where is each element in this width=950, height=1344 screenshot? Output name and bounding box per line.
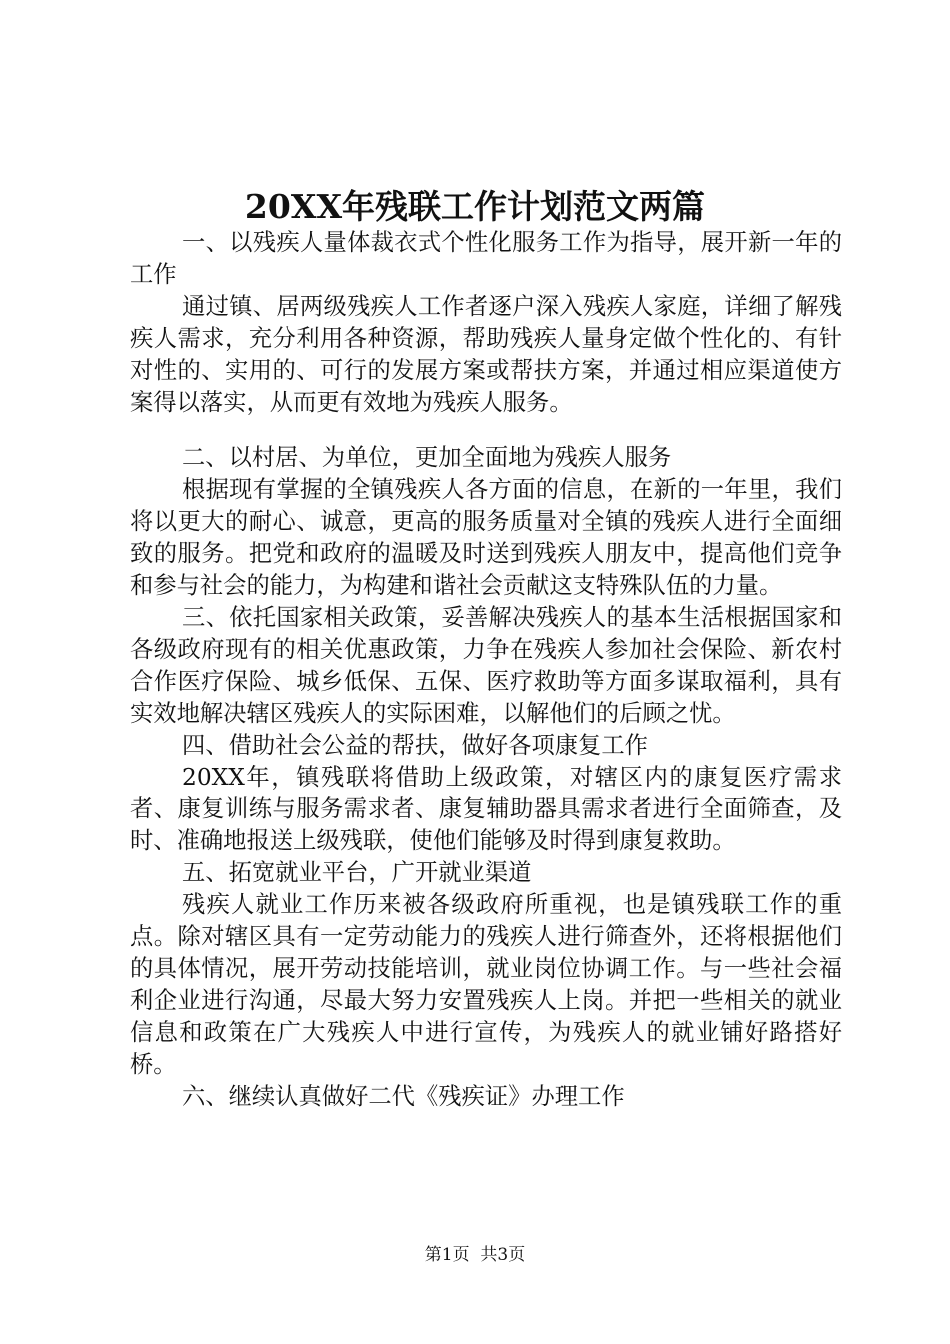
section-paragraph-4: 20XX年，镇残联将借助上级政策，对辖区内的康复医疗需求者、康复训练与服务需求者、康复辅助器具需求者进行全面筛查，及时、准确地报送上级残联，使他们能够及时得到康复救助。 [130, 763, 842, 855]
document-body [130, 227, 842, 1112]
section-paragraph-2: 根据现有掌握的全镇残疾人各方面的信息，在新的一年里，我们将以更大的耐心、诚意，更高的服务质量对全镇的残疾人进行全面细致的服务。把党和政府的温暖及时送到残疾人朋友中，提高他们竞争和参与社会的能力，为构建和谐社会贡献这支特殊队伍的力量。 [130, 476, 842, 600]
section-paragraph-1: 通过镇、居两级残疾人工作者逐户深入残疾人家庭，详细了解残疾人需求，充分利用各种资源，帮助残疾人量身定做个性化的、有针对性的、实用的、可行的发展方案或帮扶方案，并通过相应渠道使方案得以落实，从而更有效地为残疾人服务。 [130, 292, 842, 416]
page-number-footer: 第1页 共3页 [424, 1245, 526, 1265]
document-title: 20XX年残联工作计划范文两篇 [244, 187, 706, 226]
section-heading-4: 四、借助社会公益的帮扶，做好各项康复工作 [182, 731, 648, 759]
section-heading-2: 二、以村居、为单位，更加全面地为残疾人服务 [182, 444, 672, 472]
section-paragraph-5: 残疾人就业工作历来被各级政府所重视，也是镇残联工作的重点。除对辖区具有一定劳动能力的残疾人进行筛查外，还将根据他们的具体情况，展开劳动技能培训，就业岗位协调工作。与一些社会福利企业进行沟通，尽最大努力安置残疾人上岗。并把一些相关的就业信息和政策在广大残疾人中进行宣传，为残疾人的就业铺好路搭好桥。 [130, 891, 842, 1078]
section-heading-5: 五、拓宽就业平台，广开就业渠道 [182, 859, 532, 887]
section-paragraph-3: 三、依托国家相关政策，妥善解决残疾人的基本生活根据国家和各级政府现有的相关优惠政策，力争在残疾人参加社会保险、新农村合作医疗保险、城乡低保、五保、医疗救助等方面多谋取福利，具有实效地解决辖区残疾人的实际困难，以解他们的后顾之忧。 [130, 603, 842, 727]
section-heading-1: 一、以残疾人量体裁衣式个性化服务工作为指导，展开新一年的工作 [130, 229, 842, 288]
section-heading-6: 六、继续认真做好二代《残疾证》办理工作 [182, 1082, 625, 1110]
